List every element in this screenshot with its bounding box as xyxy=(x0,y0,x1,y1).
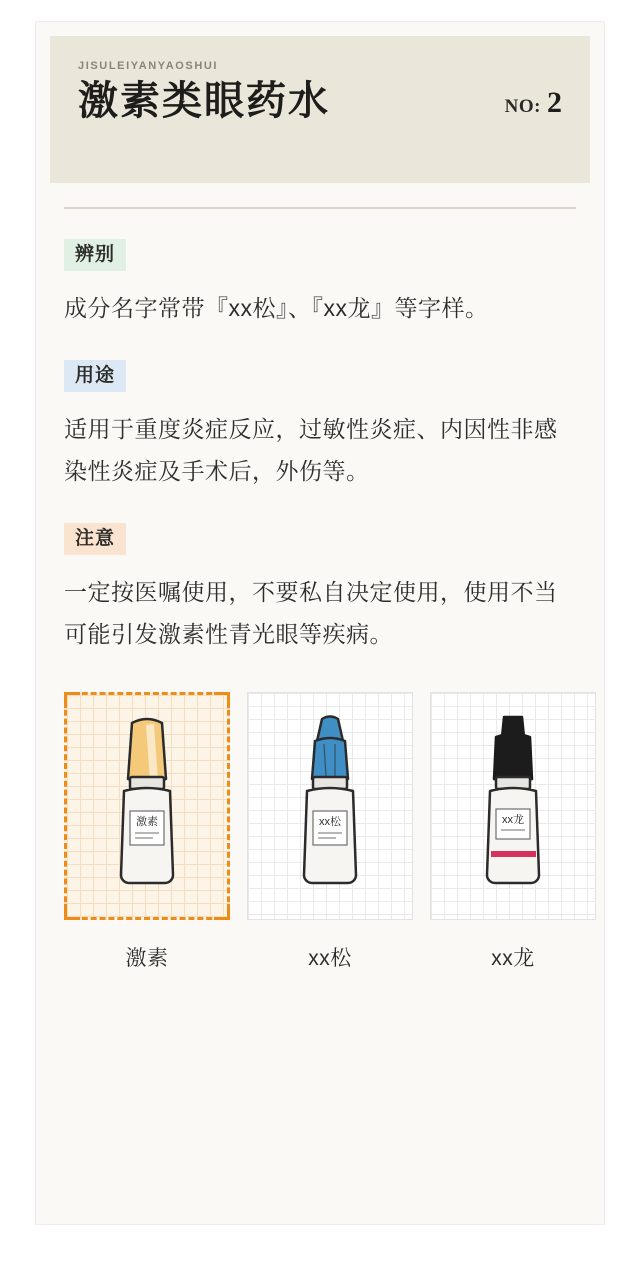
section-identify xyxy=(64,239,576,330)
section-usage xyxy=(64,360,576,493)
section-usage-text: 适用于重度炎症反应，过敏性炎症、内因性非感染性炎症及手术后，外伤等。 xyxy=(64,415,558,485)
card-header xyxy=(50,36,590,183)
product-caption: 激素 xyxy=(125,946,169,970)
product-thumbnail-selected[interactable] xyxy=(64,692,230,920)
info-card xyxy=(35,21,605,1225)
header-number-value: 2 xyxy=(547,86,562,119)
product-caption: xx龙 xyxy=(491,946,535,970)
product-item[interactable] xyxy=(64,692,230,972)
bottle-label-text: 激素 xyxy=(136,815,158,828)
header-row xyxy=(78,78,562,124)
bottle-label-text: xx松 xyxy=(319,815,341,828)
bottle-label-text: xx龙 xyxy=(502,813,524,826)
header-number xyxy=(505,86,562,124)
section-caution-text: 一定按医嘱使用，不要私自决定使用，使用不当可能引发激素性青光眼等疾病。 xyxy=(64,578,558,648)
header-number-label: NO: xyxy=(504,96,541,117)
section-caution-tag: 注意 xyxy=(64,523,126,555)
section-identify-tag: 辨别 xyxy=(64,239,126,271)
section-usage-tag: 用途 xyxy=(64,360,126,392)
bottle-icon xyxy=(92,711,202,901)
product-thumbnail[interactable] xyxy=(247,692,413,920)
product-thumbnail[interactable] xyxy=(430,692,596,920)
header-pinyin: JISULEIYANYAOSHUI xyxy=(78,60,219,72)
section-caution xyxy=(64,523,576,656)
product-gallery xyxy=(64,692,576,978)
bottle-illustration xyxy=(431,693,595,919)
bottle-illustration xyxy=(248,693,412,919)
product-item[interactable] xyxy=(247,692,413,972)
section-identify-text: 成分名字常带『xx松』、『xx龙』等字样。 xyxy=(64,295,489,321)
page-title: 激素类眼药水 xyxy=(78,79,330,123)
bottle-icon xyxy=(458,711,568,901)
bottle-illustration xyxy=(67,695,227,917)
bottle-icon xyxy=(275,711,385,901)
card-content xyxy=(36,239,604,978)
product-item[interactable] xyxy=(430,692,596,972)
product-caption: xx松 xyxy=(308,946,352,970)
header-divider xyxy=(64,207,576,209)
